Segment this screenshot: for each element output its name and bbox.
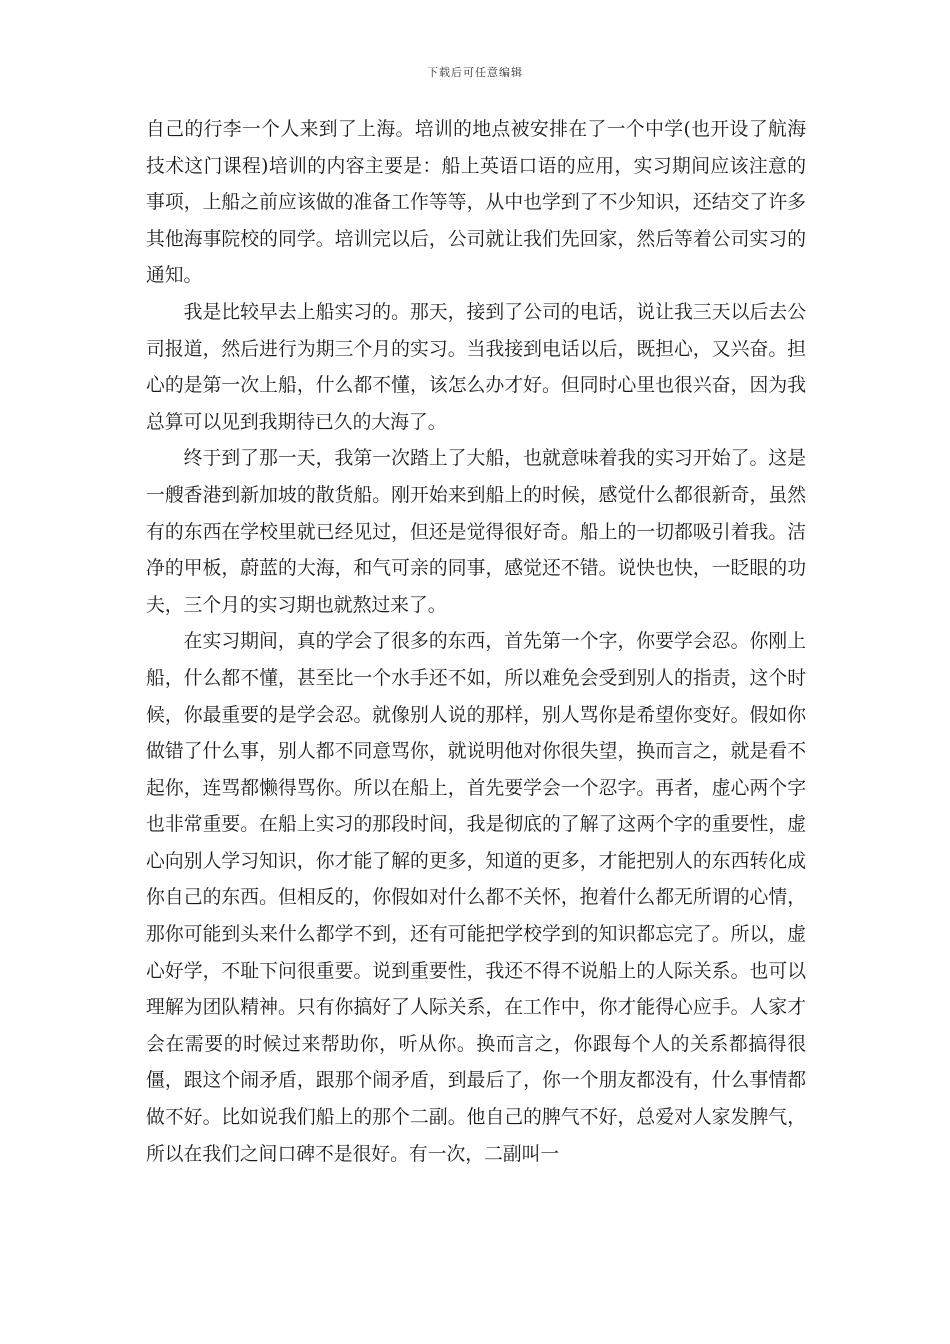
page-header: 下载后可任意编辑 bbox=[427, 66, 523, 79]
paragraph: 终于到了那一天，我第一次踏上了大船，也就意味着我的实习开始了。这是一艘香港到新加坡的散货船。刚开始来到船上的时候，感觉什么都很新奇，虽然有的东西在学校里就已经见过，但还是觉得很好奇。船上的一切都吸引着我。洁净的甲板，蔚蓝的大海，和气可亲的同事，感觉还不错。说快也快，一眨眼的功夫，三个月的实习期也就熬过来了。 bbox=[146, 448, 806, 616]
paragraph: 我是比较早去上船实习的。那天，接到了公司的电话，说让我三天以后去公司报道，然后进行为期三个月的实习。当我接到电话以后，既担心，又兴奋。担心的是第一次上船，什么都不懂，该怎么办才好。但同时心里也很兴奋，因为我总算可以见到我期待已久的大海了。 bbox=[146, 301, 806, 433]
paragraph-continuation: 自己的行李一个人来到了上海。培训的地点被安排在了一个中学(也开设了航海技术这门课程)培训的内容主要是：船上英语口语的应用，实习期间应该注意的事项，上船之前应该做的准备工作等等，从中也学到了不少知识，还结交了许多其他海事院校的同学。培训完以后，公司就让我们先回家，然后等着公司实习的通知。 bbox=[146, 119, 806, 287]
document-body bbox=[146, 112, 806, 1173]
paragraph: 在实习期间，真的学会了很多的东西，首先第一个字，你要学会忍。你刚上船，什么都不懂，甚至比一个水手还不如，所以难免会受到别人的指责，这个时候，你最重要的是学会忍。就像别人说的那样，别人骂你是希望你变好。假如你做错了什么事，别人都不同意骂你，就说明他对你很失望，换而言之，就是看不起你，连骂都懒得骂你。所以在船上，首先要学会一个忍字。再者，虚心两个字也非常重要。在船上实习的那段时间，我是彻底的了解了这两个字的重要性，虚心向别人学习知识，你才能了解的更多，知道的更多，才能把别人的东西转化成你自己的东西。但相反的，你假如对什么都不关怀，抱着什么都无所谓的心情，那你可能到头来什么都学不到，还有可能把学校学到的知识都忘完了。所以，虚心好学，不耻下问很重要。说到重要性，我还不得不说船上的人际关系。也可以理解为团队精神。只有你搞好了人际关系，在工作中，你才能得心应手。人家才会在需要的时候过来帮助你，听从你。换而言之，你跟每个人的关系都搞得很僵，跟这个闹矛盾，跟那个闹矛盾，到最后了，你一个朋友都没有，什么事情都做不好。比如说我们船上的那个二副。他自己的脾气不好，总爱对人家发脾气，所以在我们之间口碑不是很好。有一次，二副叫一 bbox=[146, 631, 806, 1165]
